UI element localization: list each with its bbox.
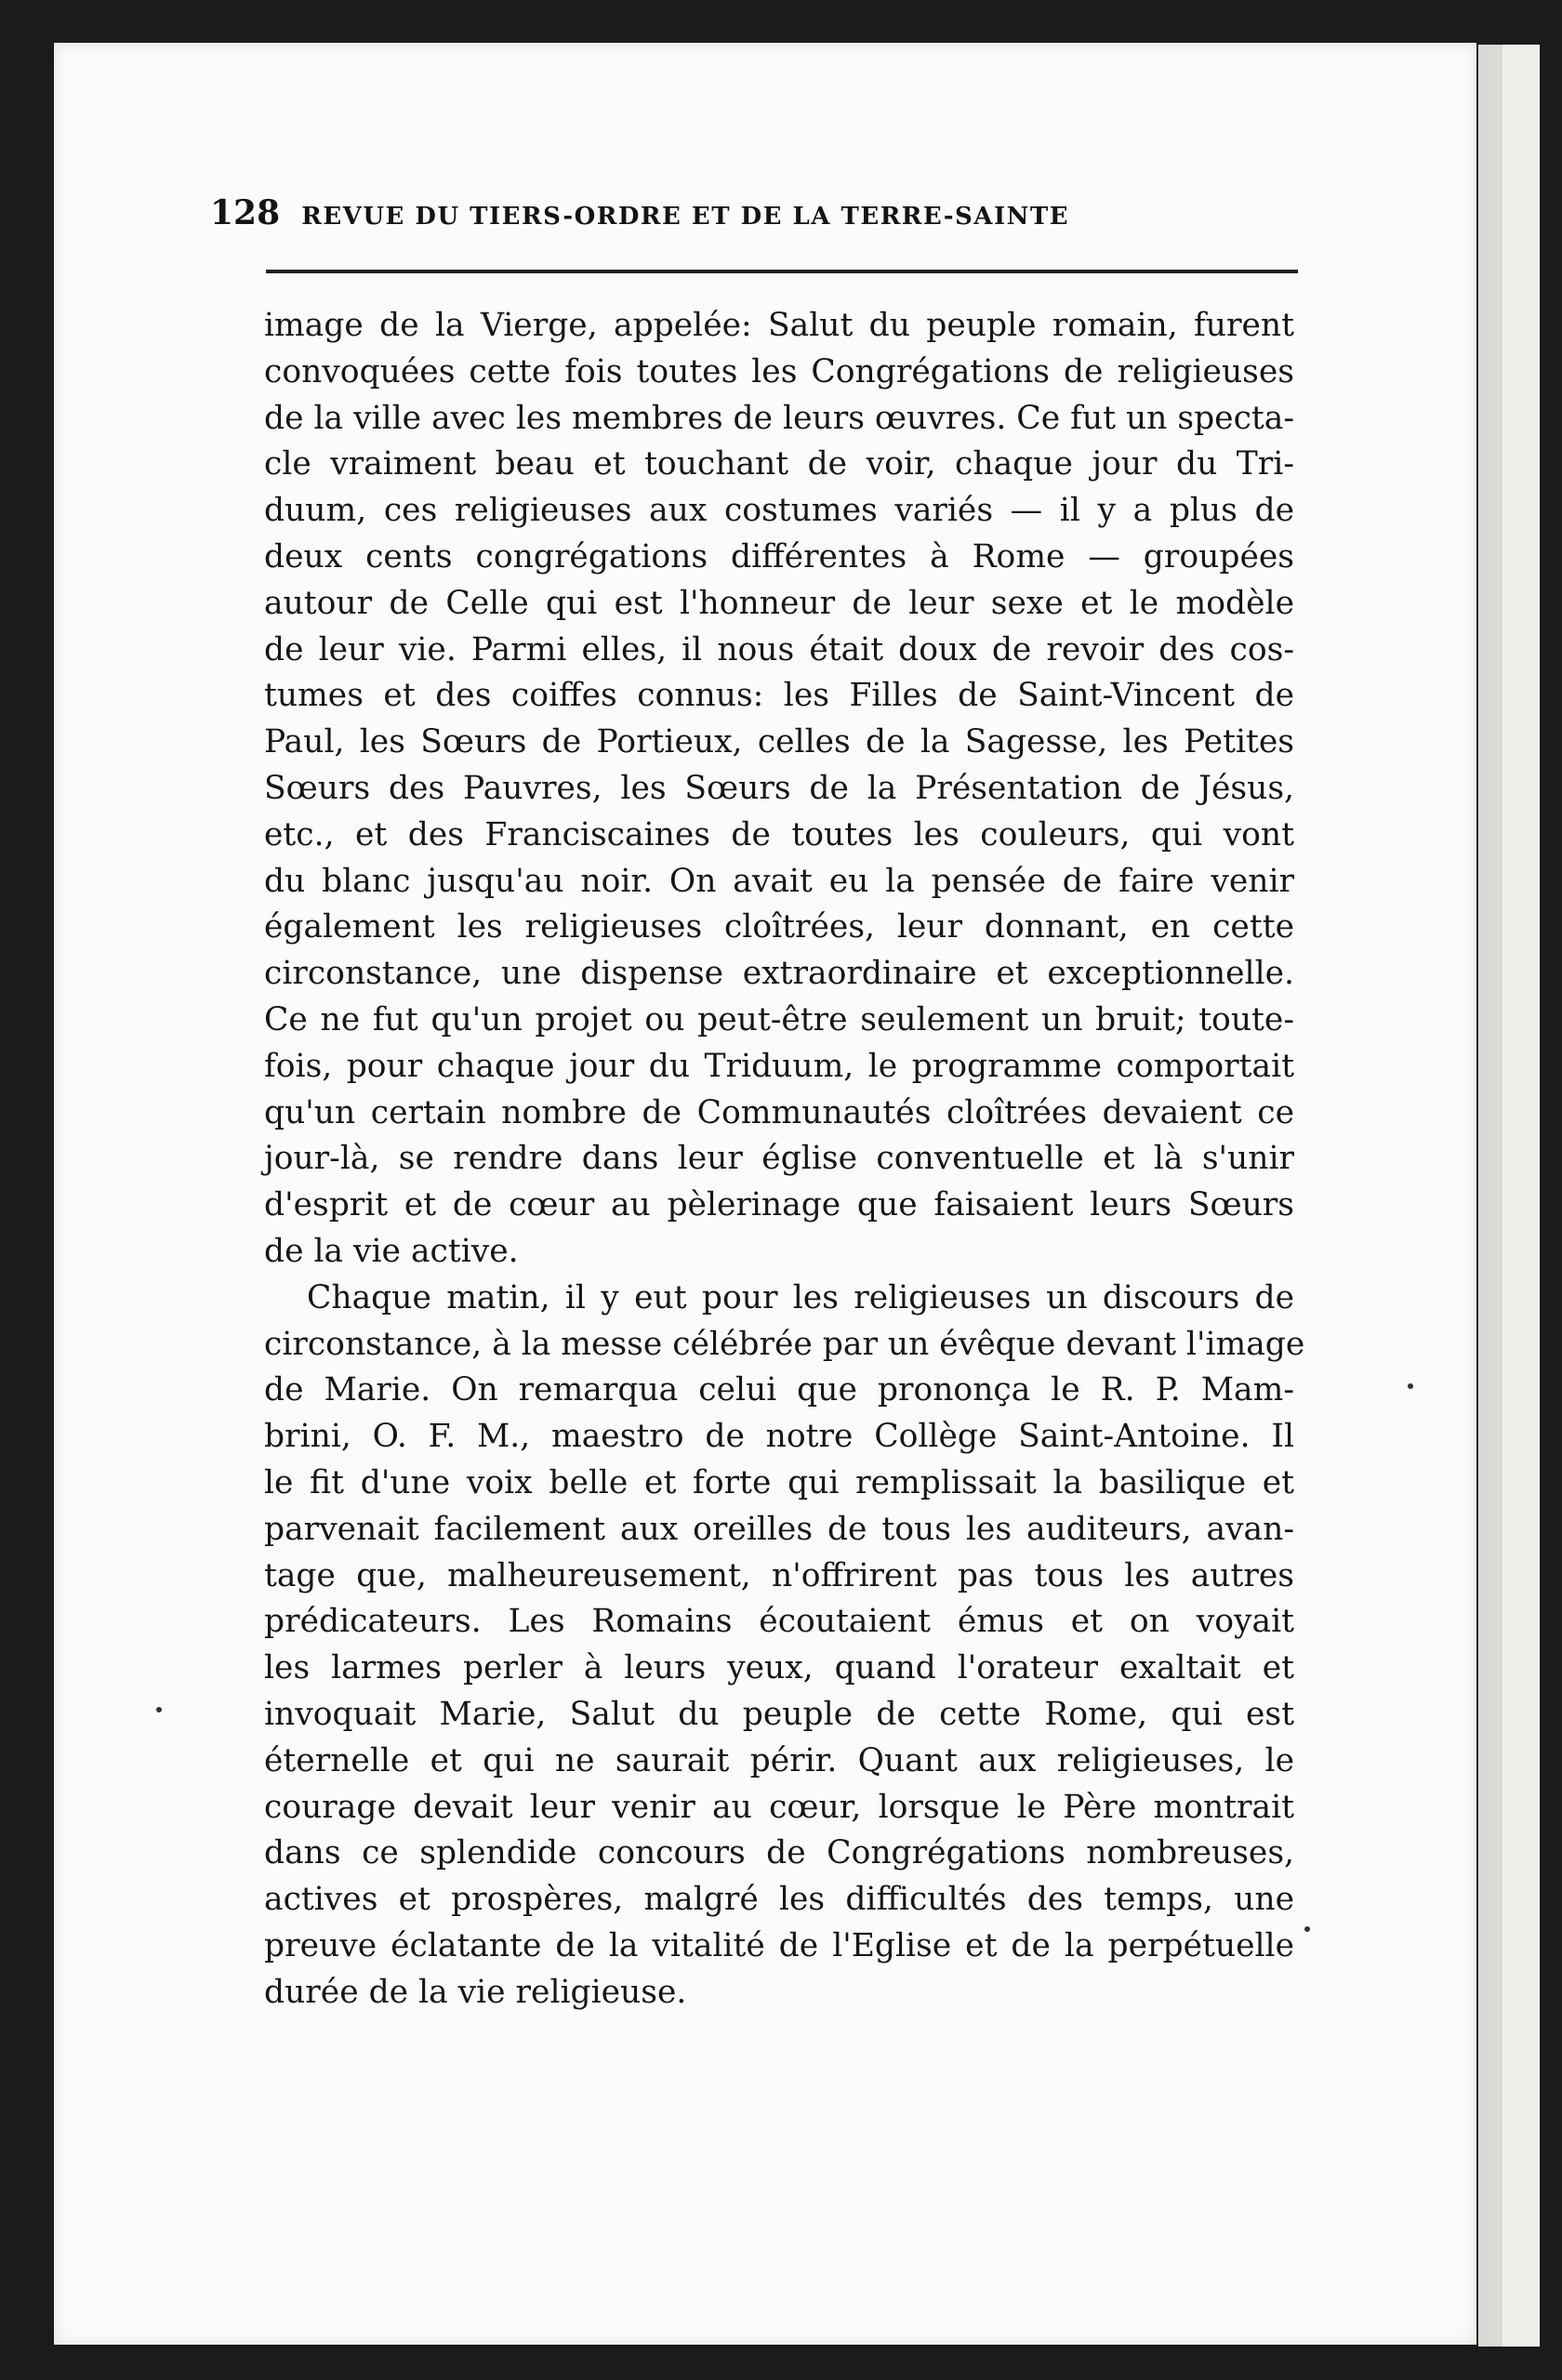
- text-line: de Marie. On remarqua celui que prononça le R. P. Mam-: [264, 1371, 1294, 1409]
- text-line: durée de la vie religieuse.: [264, 1973, 687, 2011]
- text-line: d'esprit et de cœur au pèlerinage que faisaient leurs Sœurs: [264, 1186, 1294, 1224]
- text-line: fois, pour chaque jour du Triduum, le programme comportait: [264, 1047, 1294, 1085]
- text-line: dans ce splendide concours de Congrégations nombreuses,: [264, 1834, 1294, 1872]
- next-page-edge: [1502, 45, 1540, 2347]
- body-text: [264, 303, 1305, 2016]
- text-line: tumes et des coiffes connus: les Filles de Saint-Vincent de: [264, 677, 1294, 715]
- text-line: Ce ne fut qu'un projet ou peut-être seulement un bruit; toute-: [264, 1000, 1294, 1038]
- margin-speck: [156, 1707, 162, 1712]
- text-line: preuve éclatante de la vitalité de l'Eglise et de la perpétuelle: [264, 1926, 1294, 1964]
- text-line: Paul, les Sœurs de Portieux, celles de la Sagesse, les Petites: [264, 723, 1294, 761]
- text-line: jour-là, se rendre dans leur église conventuelle et là s'unir: [264, 1140, 1294, 1178]
- running-title: REVUE DU TIERS-ORDRE ET DE LA TERRE-SAINTE: [301, 203, 1070, 231]
- text-line: brini, O. F. M., maestro de notre Collège Saint-Antoine. Il: [264, 1418, 1294, 1456]
- paragraph-1: [264, 303, 1294, 1276]
- text-line: etc., et des Franciscaines de toutes les couleurs, qui vont: [264, 815, 1294, 853]
- text-line: prédicateurs. Les Romains écoutaient émus et on voyait: [264, 1603, 1294, 1641]
- text-line: Sœurs des Pauvres, les Sœurs de la Présentation de Jésus,: [264, 769, 1294, 807]
- text-line: circonstance, à la messe célébrée par un évêque devant l'image: [264, 1325, 1305, 1363]
- text-line: autour de Celle qui est l'honneur de leur sexe et le modèle: [264, 584, 1294, 622]
- text-line: cle vraiment beau et touchant de voir, chaque jour du Tri-: [264, 445, 1294, 483]
- text-line: circonstance, une dispense extraordinaire et exceptionnelle.: [264, 955, 1294, 993]
- text-line: duum, ces religieuses aux costumes variés — il y a plus de: [264, 492, 1294, 530]
- text-line: convoquées cette fois toutes les Congrégations de religieuses: [264, 352, 1294, 390]
- margin-speck: [1408, 1383, 1413, 1389]
- text-line: de la vie active.: [264, 1232, 519, 1270]
- text-line: le fit d'une voix belle et forte qui remplissait la basilique et: [264, 1463, 1294, 1501]
- text-line: de la ville avec les membres de leurs œuvres. Ce fut un specta-: [264, 399, 1294, 437]
- text-line: du blanc jusqu'au noir. On avait eu la pensée de faire venir: [264, 862, 1294, 900]
- text-line: les larmes perler à leurs yeux, quand l'orateur exaltait et: [264, 1649, 1294, 1687]
- running-head: [210, 193, 1307, 249]
- text-line: actives et prospères, malgré les difficultés des temps, une: [264, 1881, 1294, 1919]
- text-line: tage que, malheureusement, n'offrirent pas tous les autres: [264, 1556, 1294, 1594]
- text-line: qu'un certain nombre de Communautés cloîtrées devaient ce: [264, 1093, 1294, 1131]
- text-line: courage devait leur venir au cœur, lorsque le Père montrait: [264, 1788, 1294, 1826]
- text-line: également les religieuses cloîtrées, leur donnant, en cette: [264, 908, 1294, 946]
- text-line: invoquait Marie, Salut du peuple de cette Rome, qui est: [264, 1695, 1294, 1733]
- page-edge-shadow: [1478, 45, 1502, 2347]
- margin-speck: [1304, 1926, 1310, 1932]
- text-line: parvenait facilement aux oreilles de tous les auditeurs, avan-: [264, 1510, 1294, 1548]
- text-line: Chaque matin, il y eut pour les religieuses un discours de: [307, 1278, 1294, 1316]
- text-line: deux cents congrégations différentes à Rome — groupées: [264, 537, 1294, 575]
- text-line: image de la Vierge, appelée: Salut du peuple romain, furent: [264, 307, 1294, 344]
- header-rule: [266, 270, 1298, 273]
- text-line: de leur vie. Parmi elles, il nous était doux de revoir des cos-: [264, 630, 1294, 668]
- text-line: éternelle et qui ne saurait périr. Quant aux religieuses, le: [264, 1741, 1294, 1779]
- page-number: 128: [210, 193, 281, 232]
- paragraph-2: [264, 1276, 1305, 2016]
